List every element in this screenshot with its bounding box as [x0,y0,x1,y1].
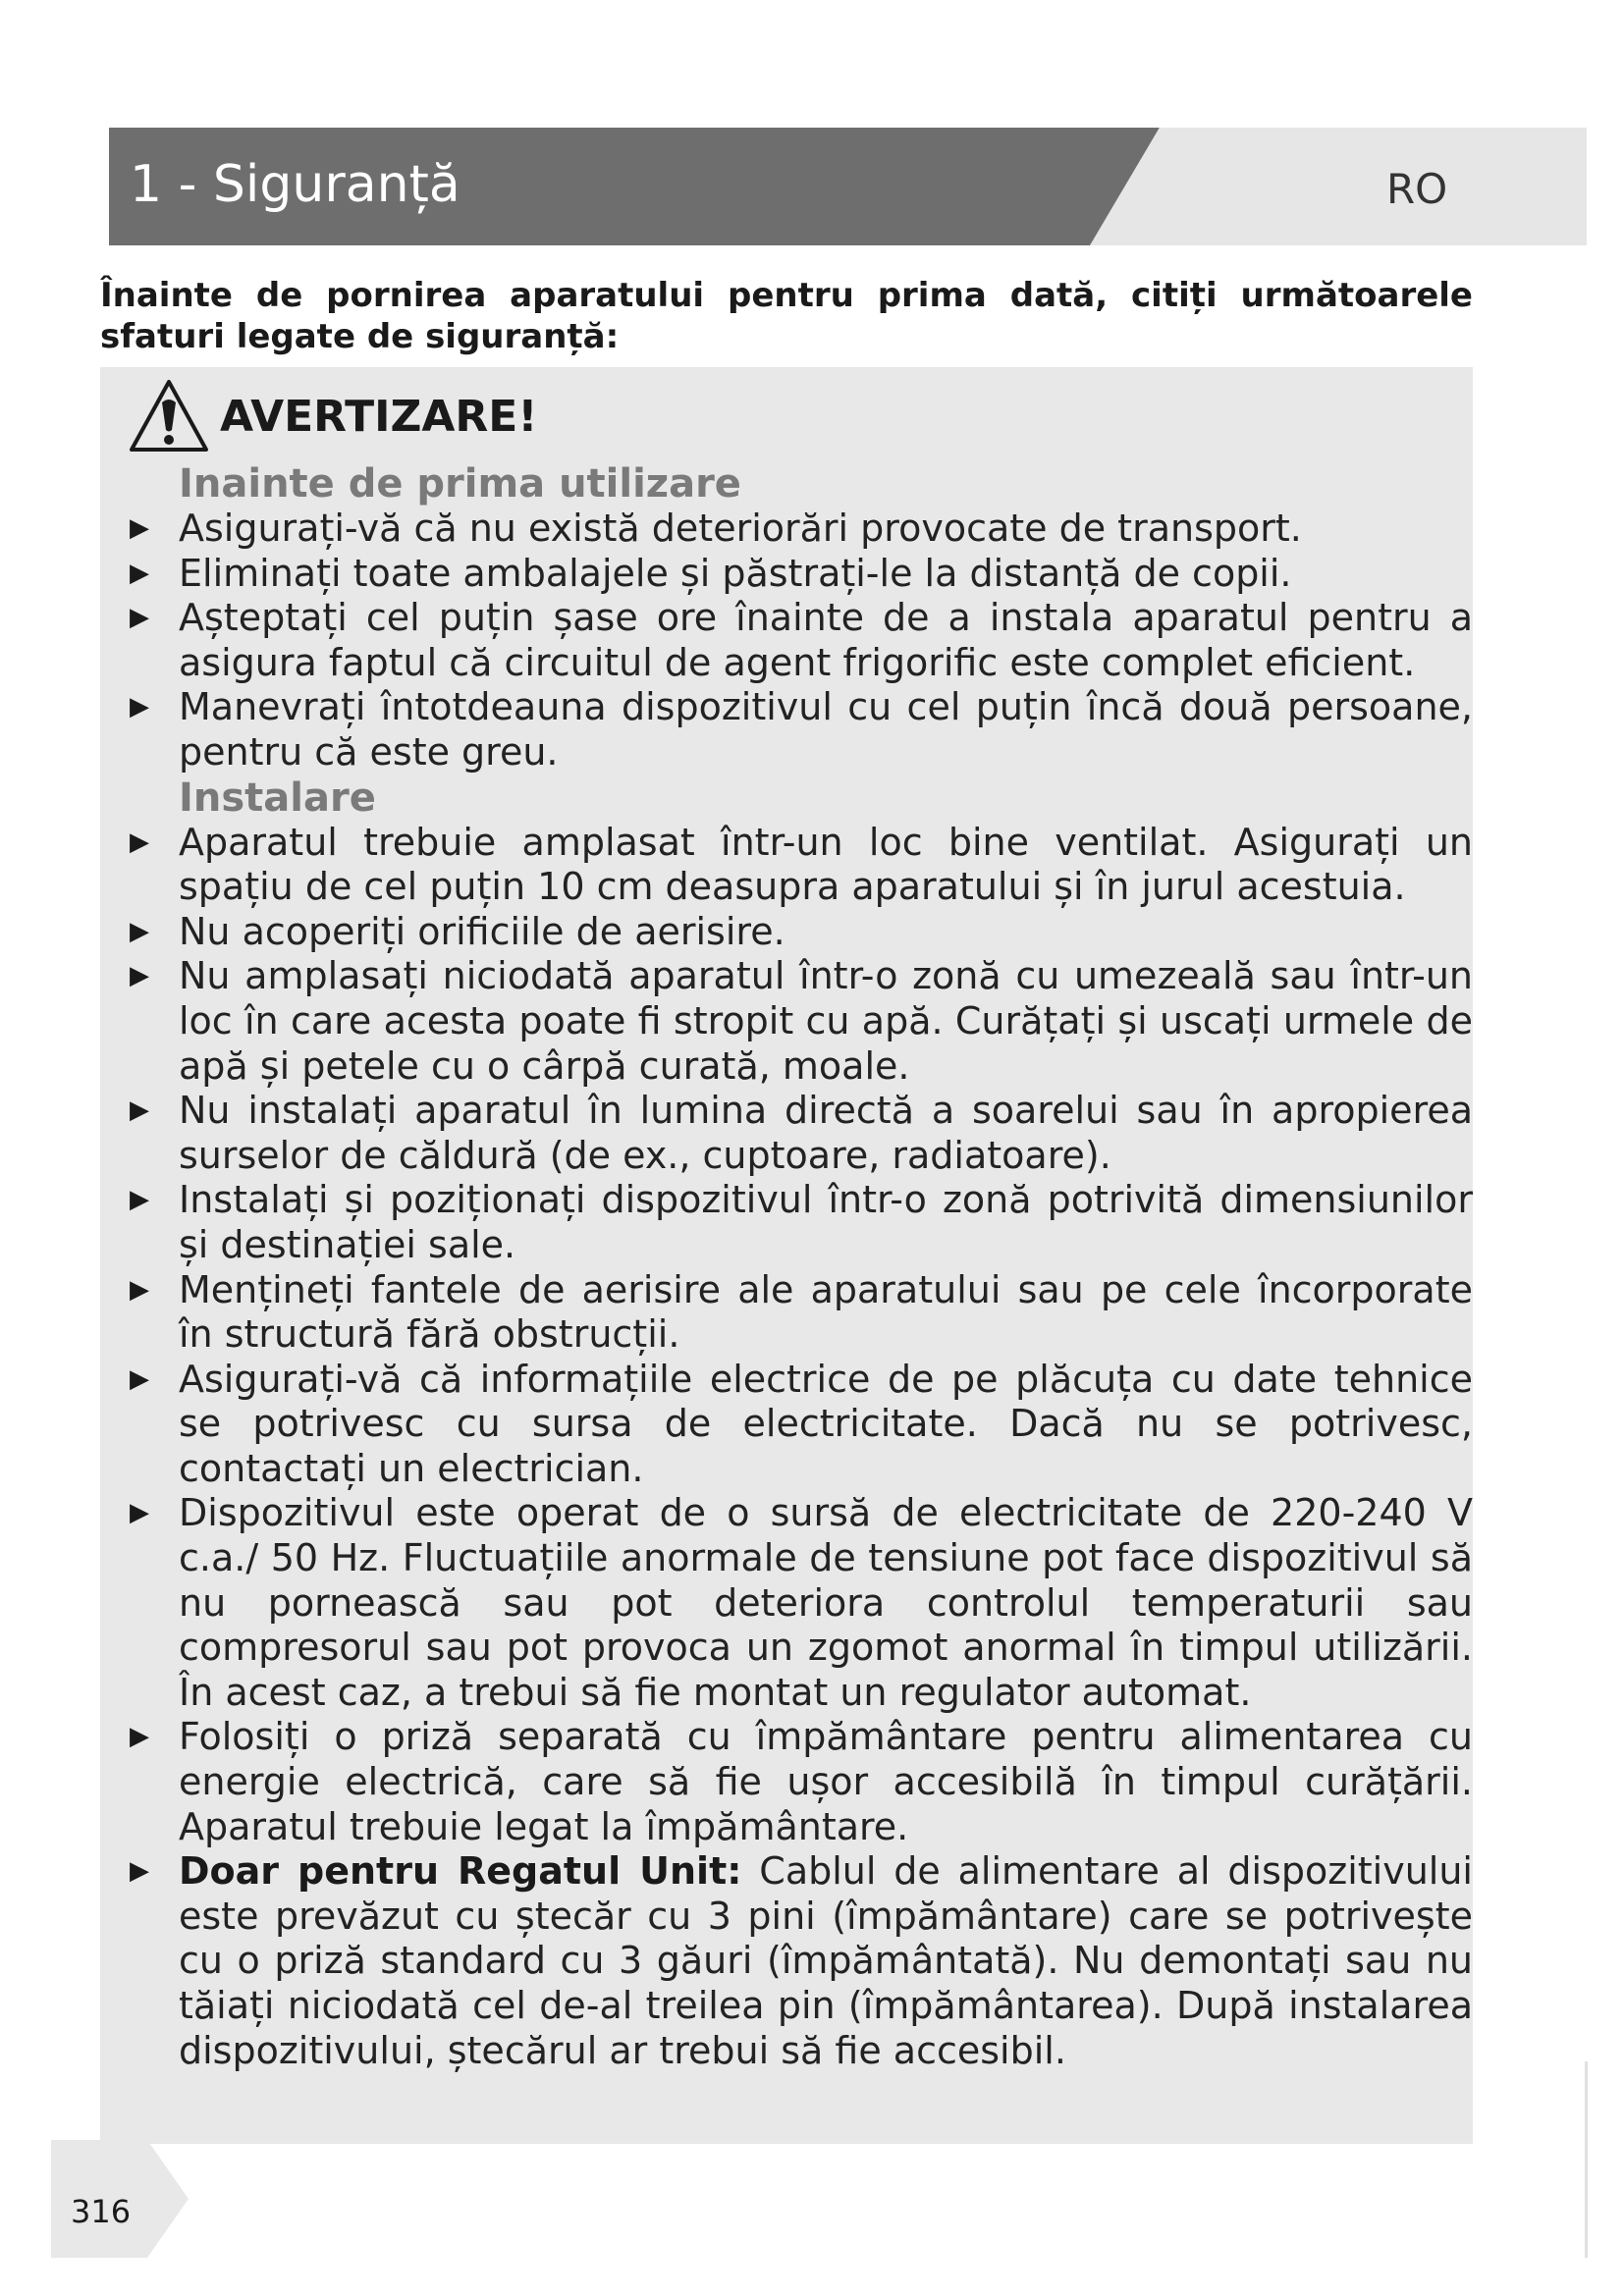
list-item: ▶ Eliminați toate ambalajele și păstrați-le la distanță de copii. [130,551,1292,595]
bullet-icon: ▶ [130,1095,149,1126]
section-heading: Instalare [179,774,376,821]
bullet-icon: ▶ [130,1185,149,1215]
list-item: ▶ Nu instalați aparatul în lumina directă a soarelui sau în apropierea surselor de căldură (de ex., cuptoare, radiatoare). [130,1089,1473,1177]
bullet-icon: ▶ [130,916,149,946]
page-title: 1 - Siguranță [130,155,460,214]
intro-text: Înainte de pornirea aparatului pentru prima dată, citiți următoarele sfaturi legate de siguranță: [100,276,1473,356]
bullet-icon: ▶ [130,1363,149,1394]
uk-text: Cablul de alimentare al dispozitivului este prevăzut cu ștecăr cu 3 pini (împământare) care se potrivește cu o priză standard cu 3 găuri (împământată). Nu demontați sau nu tăiați niciodată cel de-al treilea pin (împământarea). După instalarea dispozitivului, ștecărul ar trebui să fie accesibil. [179,1849,1473,2072]
page-number: 316 [71,2193,132,2230]
bullet-icon: ▶ [130,1274,149,1305]
bullet-icon: ▶ [130,961,149,991]
list-item: ▶ Mențineți fantele de aerisire ale aparatului sau pe cele încorporate în structură fără obstrucții. [130,1267,1473,1357]
page-edge-line [1585,2061,1588,2258]
bullet-icon: ▶ [130,827,149,857]
bullet-icon: ▶ [130,558,149,588]
list-item: ▶ Nu amplasați niciodată aparatul într-o zonă cu umezeală sau într-un loc în care acesta poate fi stropit cu apă. Curățați și uscați urmele de apă și petele cu o cârpă curată, moale. [130,954,1473,1088]
list-item: ▶ Nu acoperiți orificiile de aerisire. [130,909,785,953]
list-item: ▶ Asigurați-vă că nu există deteriorări provocate de transport. [130,507,1302,550]
list-item: ▶ Dispozitivul este operat de o sursă de electricitate de 220-240 V c.a./ 50 Hz. Fluctuațiile anormale de tensiune pot face dispozitivul să nu pornească sau pot deteriora controlul temperaturii sau compresorul sau pot provoca un zgomot anormal în timpul utilizării. În acest caz, a trebui să fie montat un regulator automat. [130,1491,1473,1714]
list-item: ▶ Instalați și poziționați dispozitivul într-o zonă potrivită dimensiunilor și destinației sale. [130,1178,1473,1266]
bullet-icon: ▶ [130,1498,149,1528]
header-banner-accent [1090,128,1587,245]
warning-triangle-icon [128,377,210,455]
list-item: ▶ Așteptați cel puțin șase ore înainte de a instala aparatul pentru a asigura faptul că circuitul de agent frigorific este complet eficient. [130,596,1473,684]
list-item-uk [128,1849,1473,2073]
warning-title: AVERTIZARE! [220,391,538,442]
bullet-icon: ▶ [130,513,149,543]
bullet-icon: ▶ [130,1722,149,1752]
warning-header [128,375,537,457]
bullet-icon: ▶ [130,692,149,722]
list-item: ▶ Folosiți o priză separată cu împământare pentru alimentarea cu energie electrică, care să fie ușor accesibilă în timpul curățării. Aparatul trebuie legat la împământare. [130,1715,1473,1848]
list-item: ▶ Manevrați întotdeauna dispozitivul cu cel puțin încă două persoane, pentru că este greu. [130,685,1473,774]
safety-content [128,461,1473,2073]
language-code: RO [1386,165,1448,213]
section-heading: Inainte de prima utilizare [179,461,741,507]
list-item: ▶ Asigurați-vă că informațiile electrice de pe plăcuța cu date tehnice se potrivesc cu sursa de electricitate. Dacă nu se potrivesc, contactați un electrician. [130,1357,1473,1490]
bullet-icon: ▶ [130,1856,149,1887]
list-item: ▶ Aparatul trebuie amplasat într-un loc bine ventilat. Asigurați un spațiu de cel puțin 10 cm deasupra aparatului și în jurul acestuia. [130,820,1473,909]
bullet-icon: ▶ [130,603,149,633]
uk-label: Doar pentru Regatul Unit: [179,1849,742,1894]
